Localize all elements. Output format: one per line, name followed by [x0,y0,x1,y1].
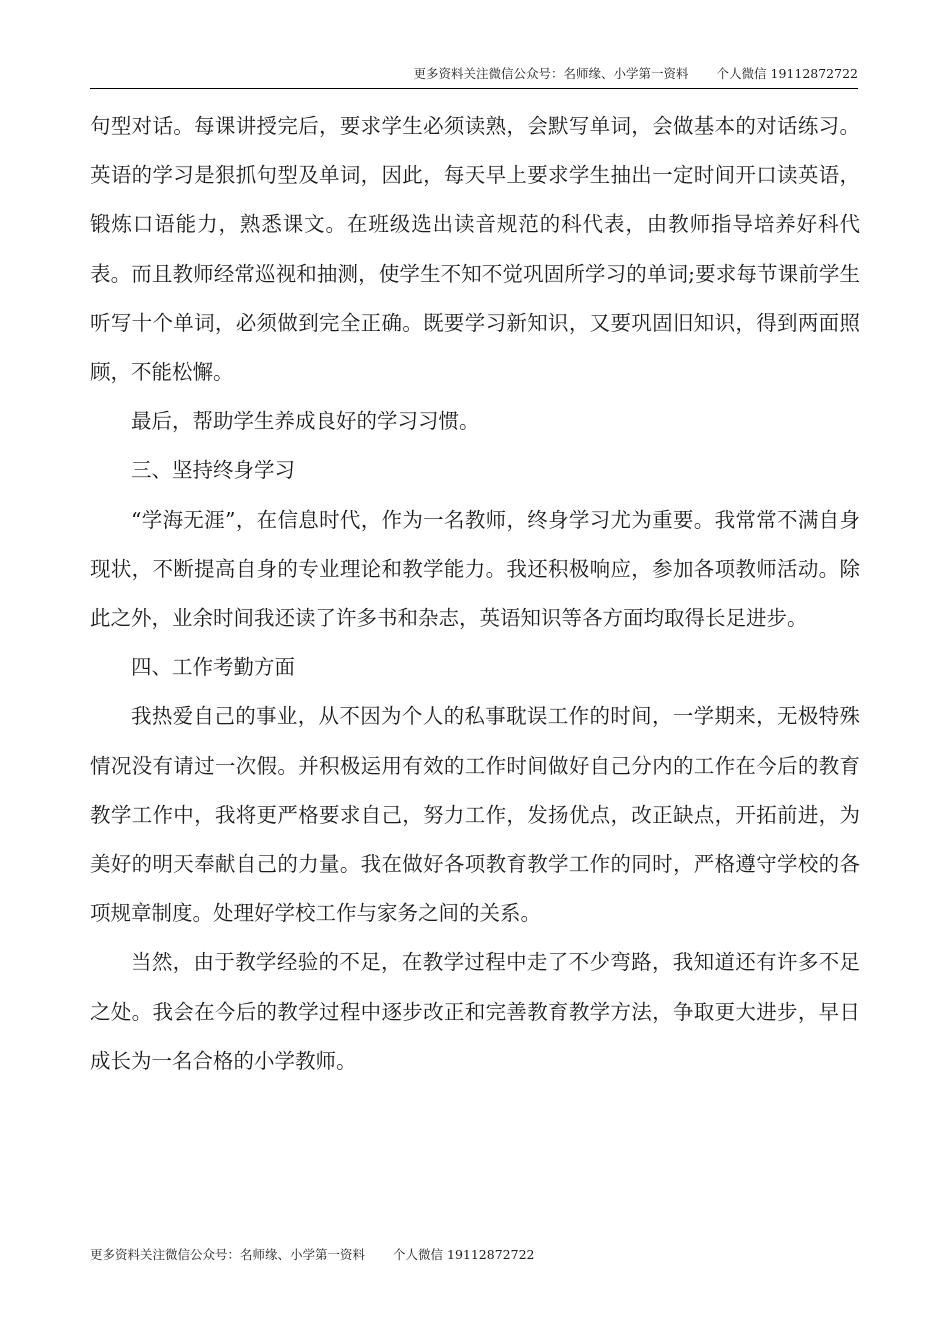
section-heading-attendance: 四、工作考勤方面 [131,655,295,680]
header-wechat-account-text: 更多资料关注微信公众号：名师缘、小学第一资料 [413,66,689,81]
document-body [90,102,860,1086]
paragraph-study-habits: 最后，帮助学生养成良好的学习习惯。 [131,409,480,434]
footer-wechat-account-text: 更多资料关注微信公众号：名师缘、小学第一资料 [90,1247,366,1262]
paragraph-lifelong-learning: “学海无涯”，在信息时代，作为一名教师，终身学习尤为重要。我常常不满自身现状，不断提高自身的专业理论和教学能力。我还积极响应，参加各项教师活动。除此之外，业余时间我还读了许多书和杂志，英语知识等各方面均取得长足进步。 [90,507,860,631]
paragraph-english-teaching: 句型对话。每课讲授完后，要求学生必须读熟，会默写单词，会做基本的对话练习。英语的学习是狠抓句型及单词，因此，每天早上要求学生抽出一定时间开口读英语，锻炼口语能力，熟悉课文。在班级选出读音规范的科代表，由教师指导培养好科代表。而且教师经常巡视和抽测，使学生不知不觉巩固所学习的单词;要求每节课前学生听写十个单词，必须做到完全正确。既要学习新知识，又要巩固旧知识，得到两面照顾，不能松懈。 [90,114,860,385]
section-heading-lifelong-learning: 三、坚持终身学习 [131,458,295,483]
paragraph-attendance: 我热爱自己的事业，从不因为个人的私事耽误工作的时间，一学期来，无极特殊情况没有请过一次假。并积极运用有效的工作时间做好自己分内的工作在今后的教育教学工作中，我将更严格要求自己，努力工作，发扬优点，改正缺点，开拓前进，为美好的明天奉献自己的力量。我在做好各项教育教学工作的同时，严格遵守学校的各项规章制度。处理好学校工作与家务之间的关系。 [90,704,860,926]
footer-personal-wechat-text: 个人微信 19112872722 [393,1247,535,1262]
paragraph-conclusion: 当然，由于教学经验的不足，在教学过程中走了不少弯路，我知道还有许多不足之处。我会在今后的教学过程中逐步改正和完善教育教学方法，争取更大进步，早日成长为一名合格的小学教师。 [90,950,860,1073]
header-personal-wechat-text: 个人微信 19112872722 [716,66,858,81]
page-footer [90,1247,534,1263]
page-header [90,66,858,89]
